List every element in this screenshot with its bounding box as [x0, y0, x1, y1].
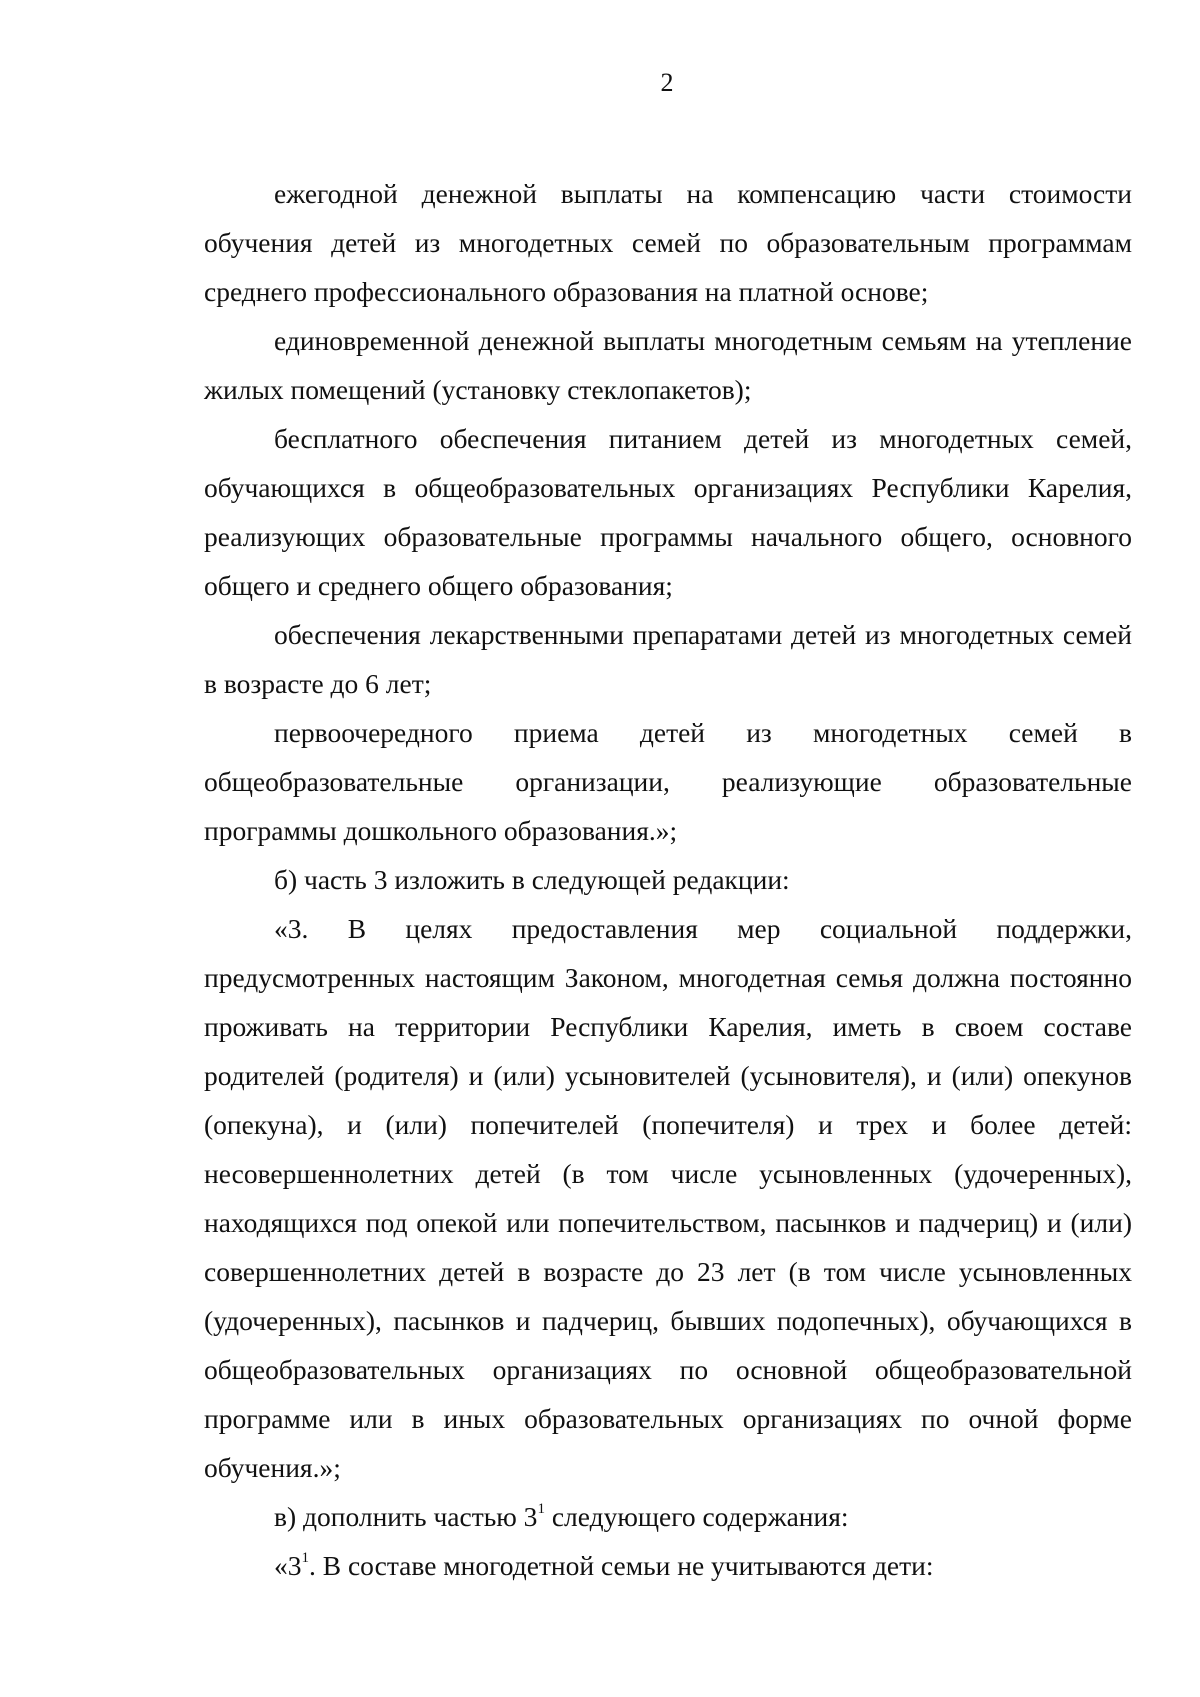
paragraph: единовременной денежной выплаты многодетным семьям на утепление жилых помещений (установку стеклопакетов); — [204, 325, 1132, 405]
paragraph-amendment-v — [204, 1492, 1132, 1541]
page-number: 2 — [660, 68, 674, 97]
superscript: 1 — [537, 1500, 545, 1517]
paragraph-part-3-1 — [204, 1541, 1132, 1590]
paragraph-text: следующего содержания: — [544, 1501, 849, 1532]
paragraph: первоочередного приема детей из многодетных семей в общеобразовательные организации, реализующие образовательные программы дошкольного образования.»; — [204, 717, 1132, 846]
paragraph: бесплатного обеспечения питанием детей из многодетных семей, обучающихся в общеобразовательных организациях Республики Карелия, реализующих образовательные программы начального общего, основного общего и среднего общего образования; — [204, 423, 1132, 601]
paragraph: обеспечения лекарственными препаратами детей из многодетных семей в возрасте до 6 лет; — [204, 619, 1132, 699]
superscript: 1 — [301, 1549, 309, 1566]
paragraph: ежегодной денежной выплаты на компенсацию части стоимости обучения детей из многодетных семей по образовательным программам среднего профессионального образования на платной основе; — [204, 178, 1132, 307]
paragraph: б) часть 3 изложить в следующей редакции: — [274, 864, 790, 895]
paragraph-text: «3 — [274, 1550, 302, 1581]
document-body — [204, 169, 1132, 1590]
paragraph-text: . В составе многодетной семьи не учитываются дети: — [309, 1550, 934, 1581]
paragraph: «3. В целях предоставления мер социальной поддержки, предусмотренных настоящим Законом, многодетная семья должна постоянно проживать на территории Республики Карелия, иметь в своем составе родителей (родителя) и (или) усыновителей (усыновителя), и (или) опекунов (опекуна), и (или) попечителей (попечителя) и трех и более детей: несовершеннолетних детей (в том числе усыновленных (удочеренных), находящихся под опекой или попечительством, пасынков и падчериц) и (или) совершеннолетних детей в возрасте до 23 лет (в том числе усыновленных (удочеренных), пасынков и падчериц, бывших подопечных), обучающихся в общеобразовательных организациях по основной общеобразовательной программе или в иных образовательных организациях по очной форме обучения.»; — [204, 913, 1132, 1483]
paragraph-text: в) дополнить частью 3 — [274, 1501, 538, 1532]
